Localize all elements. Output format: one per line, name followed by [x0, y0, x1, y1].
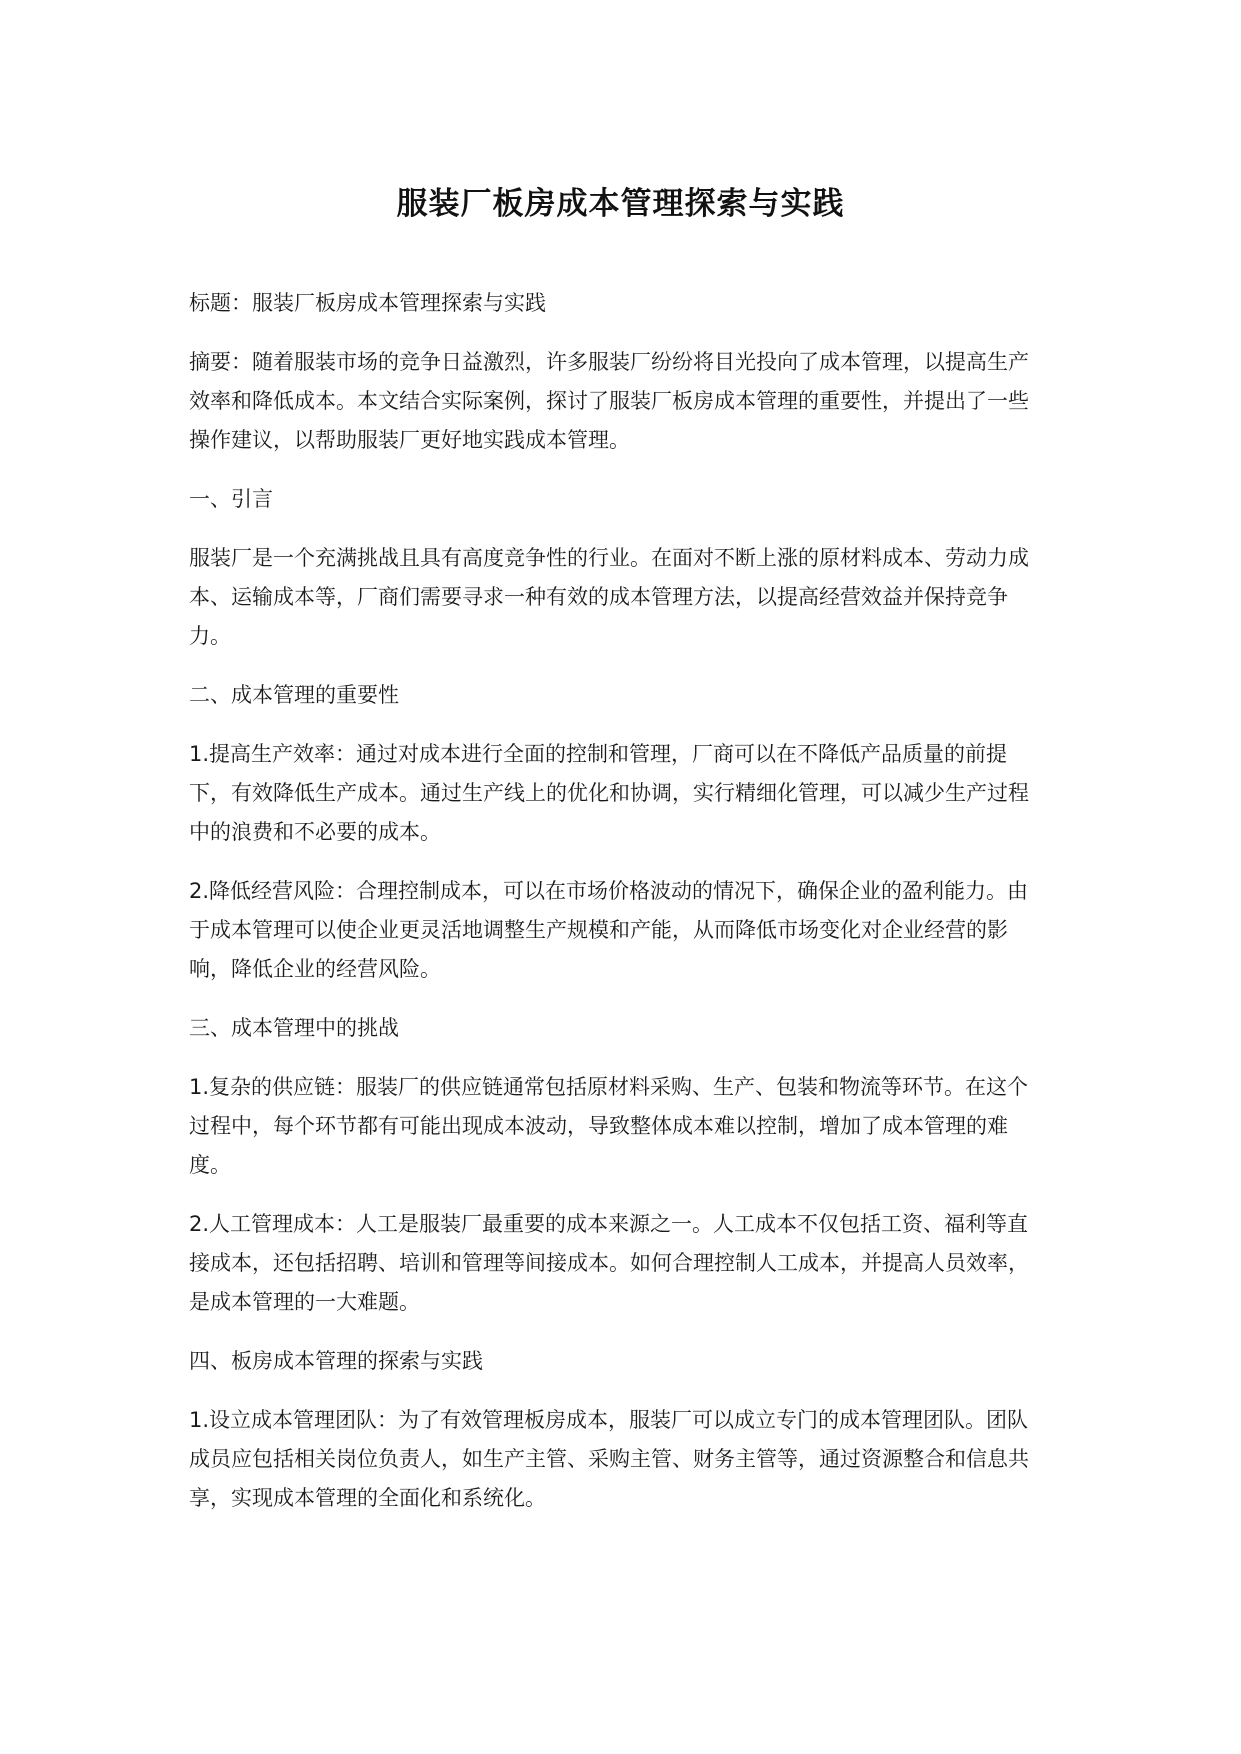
section-heading: 一、引言: [189, 487, 273, 511]
abstract-paragraph: 摘要：随着服装市场的竞争日益激烈，许多服装厂纷纷将目光投向了成本管理，以提高生产效率和降低成本。本文结合实际案例，探讨了服装厂板房成本管理的重要性，并提出了一些操作建议，以帮助服装厂更好地实践成本管理。: [189, 350, 1029, 452]
section-heading: 三、成本管理中的挑战: [189, 1016, 399, 1040]
section-paragraph: 2.降低经营风险：合理控制成本，可以在市场价格波动的情况下，确保企业的盈利能力。由于成本管理可以使企业更灵活地调整生产规模和产能，从而降低市场变化对企业经营的影响，降低企业的经营风险。: [189, 879, 1029, 981]
section-importance: [189, 676, 1049, 989]
section-heading: 二、成本管理的重要性: [189, 683, 399, 707]
section-paragraph: 1.提高生产效率：通过对成本进行全面的控制和管理，厂商可以在不降低产品质量的前提下，有效降低生产成本。通过生产线上的优化和协调，实行精细化管理，可以减少生产过程中的浪费和不必要的成本。: [189, 742, 1029, 844]
document-body: [189, 284, 1049, 1538]
section-introduction: [189, 480, 1049, 656]
section-practice: [189, 1342, 1049, 1518]
document-title: 服装厂板房成本管理探索与实践: [396, 186, 845, 222]
title-line: 标题：服装厂板房成本管理探索与实践: [189, 291, 546, 315]
section-paragraph: 1.设立成本管理团队：为了有效管理板房成本，服装厂可以成立专门的成本管理团队。团队成员应包括相关岗位负责人，如生产主管、采购主管、财务主管等，通过资源整合和信息共享，实现成本管理的全面化和系统化。: [189, 1408, 1029, 1510]
section-heading: 四、板房成本管理的探索与实践: [189, 1349, 483, 1373]
section-paragraph: 2.人工管理成本：人工是服装厂最重要的成本来源之一。人工成本不仅包括工资、福利等直接成本，还包括招聘、培训和管理等间接成本。如何合理控制人工成本，并提高人员效率，是成本管理的一大难题。: [189, 1212, 1029, 1314]
section-challenges: [189, 1009, 1049, 1322]
section-paragraph: 1.复杂的供应链：服装厂的供应链通常包括原材料采购、生产、包装和物流等环节。在这个过程中，每个环节都有可能出现成本波动，导致整体成本难以控制，增加了成本管理的难度。: [189, 1075, 1029, 1177]
section-paragraph: 服装厂是一个充满挑战且具有高度竞争性的行业。在面对不断上涨的原材料成本、劳动力成本、运输成本等，厂商们需要寻求一种有效的成本管理方法，以提高经营效益并保持竞争力。: [189, 546, 1029, 648]
